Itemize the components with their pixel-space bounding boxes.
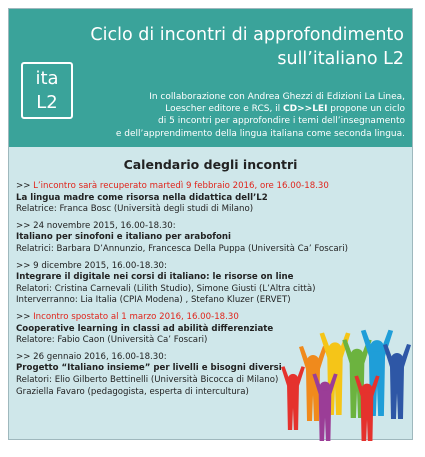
event-speakers: Relatrici: Barbara D’Annunzio, Francesca Della Puppa (Università Ca’ Foscari)	[16, 243, 348, 254]
event-date	[16, 181, 406, 193]
event-speakers: Relatori: Elio Gilberto Bettinelli (Università Bicocca di Milano)	[16, 374, 279, 385]
intro-cdlei: CD>>LEI	[283, 104, 328, 115]
event-title: Integrare il digitale nei corsi di italiano: le risorse on line	[16, 272, 294, 283]
event-speakers-extra: Graziella Favaro (pedagogista, esperta di intercultura)	[16, 386, 249, 397]
event-date-text: Incontro spostato al 1 marzo 2016, 16.00-18.30	[33, 311, 239, 322]
event-speakers: Relatori: Cristina Carnevali (Lilith Studio), Simone Giusti (L’Altra città)	[16, 283, 316, 294]
event-item	[16, 181, 406, 216]
event-prefix: >>	[16, 260, 31, 271]
poster-card	[8, 8, 413, 440]
intro-line-2-pre: Loescher editore e RCS, il	[165, 104, 284, 115]
logo-line-1: ita	[35, 68, 59, 89]
title-line-2: sull’italiano L2	[277, 49, 404, 69]
poster-title	[79, 23, 404, 71]
event-date-text: 24 novembre 2015, 16.00-18.30:	[33, 220, 176, 231]
event-date-text: L’incontro sarà recuperato martedì 9 febbraio 2016, ore 16.00-18.30	[33, 181, 329, 191]
event-date	[16, 221, 406, 233]
intro-line-4: e dell’apprendimento della lingua italiana come seconda lingua.	[115, 128, 405, 139]
event-item	[16, 261, 406, 307]
event-title: Progetto “Italiano insieme” per livelli e bisogni diversi	[16, 363, 282, 374]
intro-line-2	[91, 103, 405, 115]
event-date	[16, 261, 406, 273]
intro-line-3: di 5 incontri per approfondire i temi dell’insegnamento	[158, 116, 405, 127]
event-speakers: Relatore: Fabio Caon (Università Ca’ Foscari)	[16, 335, 208, 346]
event-date-text: 9 dicembre 2015, 16.00-18.30:	[33, 260, 167, 271]
event-prefix: >>	[16, 181, 31, 191]
event-title: Italiano per sinofoni e italiano per arabofoni	[16, 232, 231, 243]
intro-line-1: In collaborazione con Andrea Ghezzi di Edizioni La Linea,	[149, 92, 405, 102]
event-title: La lingua madre come risorsa nella didattica dell’L2	[16, 192, 268, 203]
event-prefix: >>	[16, 311, 31, 322]
event-item	[16, 221, 406, 256]
event-title: Cooperative learning in classi ad abilità differenziate	[16, 323, 274, 334]
event-prefix: >>	[16, 220, 31, 231]
event-speakers: Relatrice: Franca Bosc (Università degli studi di Milano)	[16, 204, 254, 215]
person-figure	[281, 366, 305, 430]
ita-l2-logo	[21, 62, 73, 119]
intro-line-2-post: propone un ciclo	[327, 104, 405, 115]
event-speakers-extra: Interverranno: Lia Italia (CPIA Modena) , Stefano Kluzer (ERVET)	[16, 295, 291, 306]
people-illustration	[279, 309, 414, 441]
event-prefix: >>	[16, 351, 31, 362]
logo-line-2: L2	[36, 92, 58, 113]
title-line-1: Ciclo di incontri di approfondimento	[90, 25, 404, 45]
calendar-title: Calendario degli incontri	[123, 157, 298, 172]
header-banner	[9, 9, 412, 147]
intro-text	[91, 91, 405, 140]
event-date-text: 26 gennaio 2016, 16.00-18.30:	[33, 351, 167, 362]
person-figure	[383, 344, 411, 419]
